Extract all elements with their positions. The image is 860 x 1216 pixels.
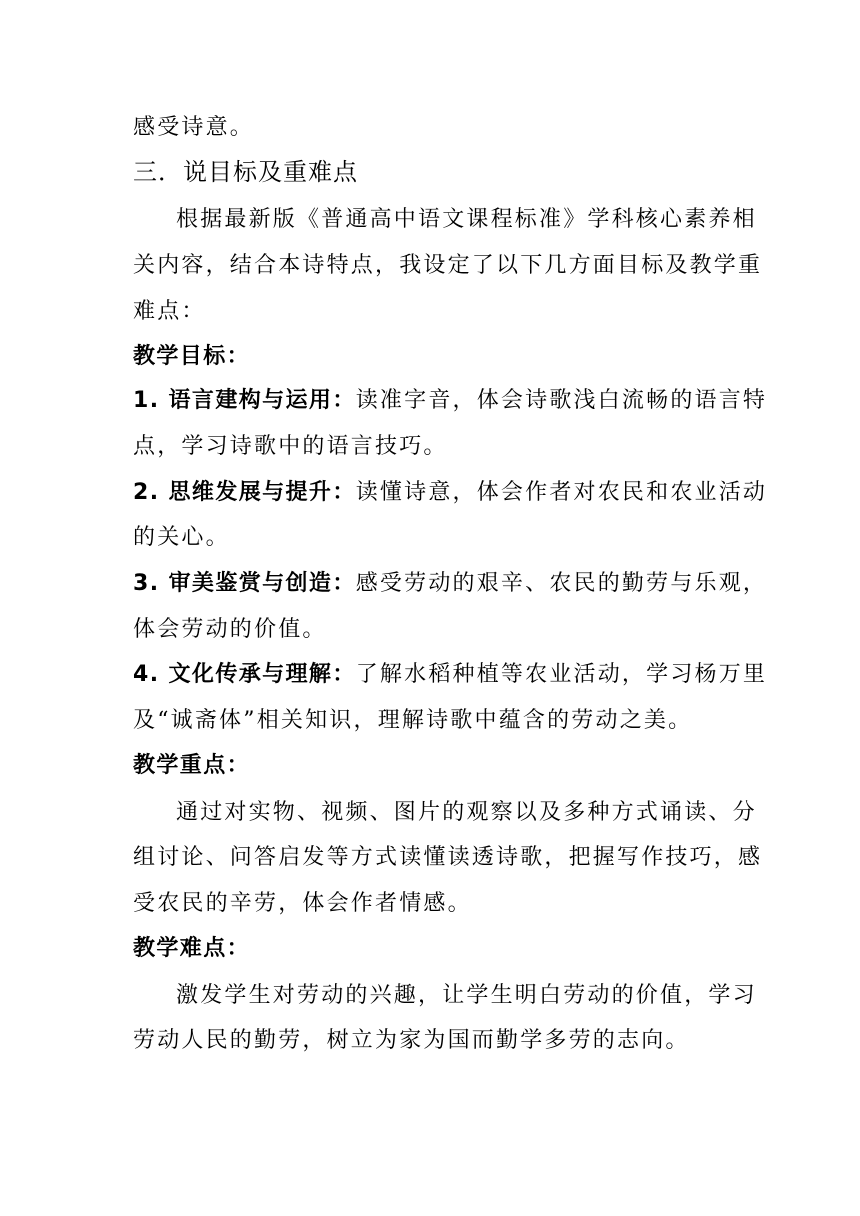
key-line-2: 组讨论、问答启发等方式读懂读透诗歌，把握写作技巧，感 (133, 845, 763, 870)
difficulty-line-2: 劳动人民的勤劳，树立为家为国而勤学多劳的志向。 (133, 1028, 690, 1053)
key-line-3: 受农民的辛劳，体会作者情感。 (133, 891, 472, 916)
goals-label: 教学目标： (133, 344, 251, 369)
difficulty-label: 教学难点： (133, 936, 251, 961)
goal-4-title: 4. 文化传承与理解： (133, 662, 356, 687)
section-heading: 三．说目标及重难点 (133, 158, 358, 186)
intro-line-1: 根据最新版《普通高中语文课程标准》学科核心素养相 (176, 207, 757, 232)
goal-2-title: 2. 思维发展与提升： (133, 480, 356, 505)
goal-3-line-1 (133, 569, 768, 599)
key-line-1: 通过对实物、视频、图片的观察以及多种方式诵读、分 (176, 800, 757, 825)
intro-line-3: 难点： (133, 299, 206, 324)
goal-1-text: 读准字音，体会诗歌浅白流畅的语言特 (355, 388, 768, 413)
intro-line-2: 关内容，结合本诗特点，我设定了以下几方面目标及教学重 (133, 253, 763, 278)
goal-4-line-1 (133, 660, 768, 690)
goal-4-line-2: 及“诚斋体”相关知识，理解诗歌中蕴含的劳动之美。 (133, 708, 693, 733)
goal-3-text: 感受劳动的艰辛、农民的勤劳与乐观， (355, 571, 768, 596)
goal-3-line-2: 体会劳动的价值。 (133, 617, 327, 642)
key-label: 教学重点： (133, 753, 251, 778)
goal-4-text: 了解水稻种植等农业活动，学习杨万里 (355, 662, 768, 687)
goal-3-title: 3. 审美鉴赏与创造： (133, 571, 356, 596)
goal-1-line-1 (133, 386, 768, 416)
goal-1-line-2: 点，学习诗歌中的语言技巧。 (133, 434, 448, 459)
goal-2-line-2: 的关心。 (133, 525, 230, 550)
goal-1-title: 1. 语言建构与运用： (133, 388, 356, 413)
goal-2-line-1 (133, 478, 768, 508)
goal-2-text: 读懂诗意，体会作者对农民和农业活动 (355, 480, 768, 505)
carryover-text: 感受诗意。 (133, 115, 255, 140)
difficulty-line-1: 激发学生对劳动的兴趣，让学生明白劳动的价值，学习 (176, 983, 757, 1008)
